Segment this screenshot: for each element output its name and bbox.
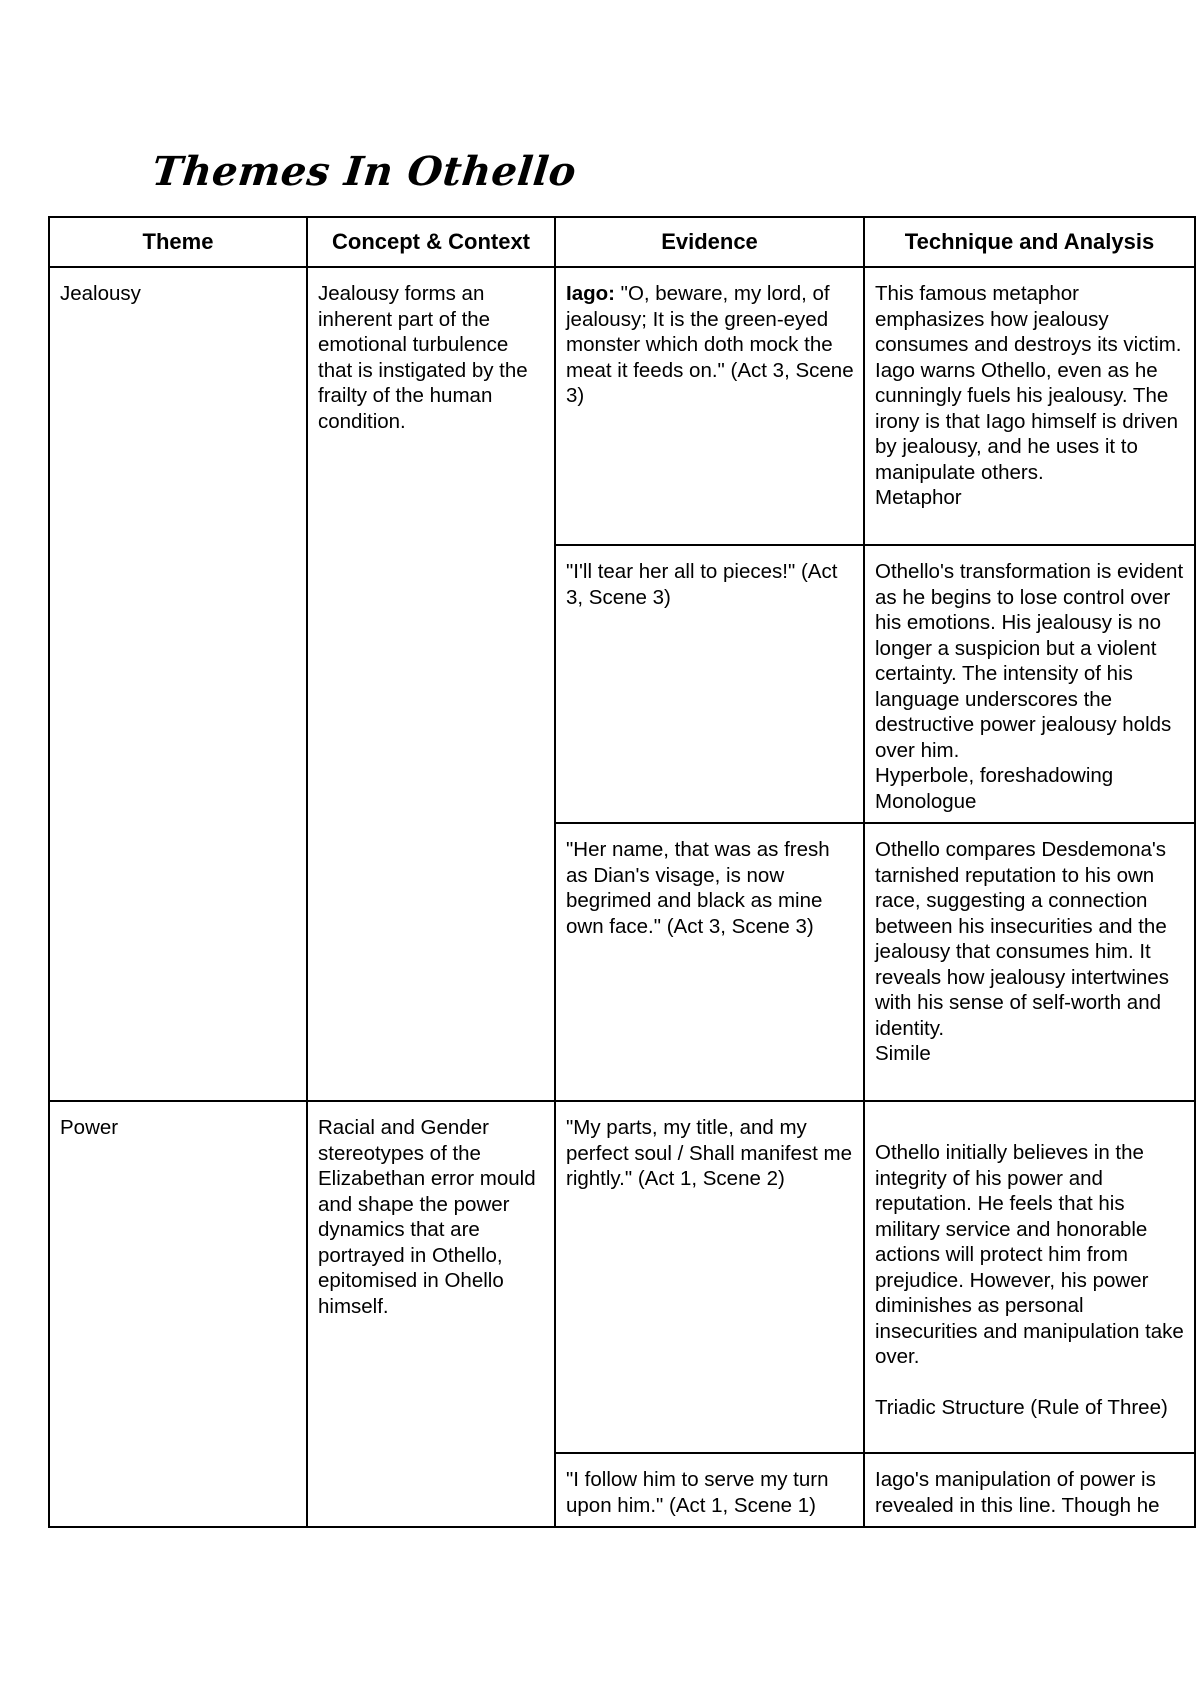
header-concept-context: Concept & Context (307, 217, 555, 267)
technique-label: Hyperbole, foreshadowing (875, 764, 1114, 787)
analysis-cell (864, 545, 1195, 823)
speaker-label: Iago: (566, 282, 615, 305)
spacer (875, 1370, 1186, 1395)
header-evidence: Evidence (555, 217, 864, 267)
evidence-cell: "I'll tear her all to pieces!" (Act 3, Scene 3) (555, 545, 864, 823)
theme-cell-power: Power (49, 1101, 307, 1527)
theme-cell-jealousy: Jealousy (49, 267, 307, 1101)
header-theme: Theme (49, 217, 307, 267)
analysis-cell (864, 267, 1195, 545)
technique-label: Simile (875, 1042, 931, 1065)
document-title: Themes In Othello (150, 148, 579, 195)
themes-table (48, 216, 1196, 1528)
evidence-quote: "O, beware, my lord, of jealousy; It is the green-eyed monster which doth mock the meat it feeds on." (Act 3, Scene 3) (566, 282, 854, 407)
table-row (49, 1101, 1195, 1453)
evidence-cell: "Her name, that was as fresh as Dian's visage, is now begrimed and black as mine own face." (Act 3, Scene 3) (555, 823, 864, 1101)
technique-label: Metaphor (875, 486, 962, 509)
analysis-cell (864, 1101, 1195, 1453)
header-technique-analysis: Technique and Analysis (864, 217, 1195, 267)
technique-label: Triadic Structure (Rule of Three) (875, 1395, 1168, 1419)
analysis-text: This famous metaphor emphasizes how jealousy consumes and destroys its victim. Iago warns Othello, even as he cunningly fuels his jealousy. The irony is that Iago himself is driven by jealousy, and he uses it to manipulate others. (875, 282, 1182, 484)
header-row (49, 217, 1195, 267)
analysis-text: Othello's transformation is evident as he begins to lose control over his emotions. His jealousy is no longer a suspicion but a violent certainty. The intensity of his language underscores the destructive power jealousy holds over him. (875, 560, 1184, 762)
evidence-cell: "I follow him to serve my turn upon him." (Act 1, Scene 1) (555, 1453, 864, 1527)
concept-cell-jealousy: Jealousy forms an inherent part of the emotional turbulence that is instigated by the frailty of the human condition. (307, 267, 555, 1101)
analysis-text: Othello initially believes in the integrity of his power and reputation. He feels that his military service and honorable actions will protect him from prejudice. However, his power diminishes as personal insecurities and manipulation take over. (875, 1141, 1184, 1368)
table-row (49, 267, 1195, 545)
concept-cell-power: Racial and Gender stereotypes of the Elizabethan error mould and shape the power dynamics that are portrayed in Othello, epitomised in Ohello himself. (307, 1101, 555, 1527)
analysis-cell (864, 823, 1195, 1101)
analysis-text: Othello compares Desdemona's tarnished reputation to his own race, suggesting a connection between his insecurities and the jealousy that consumes him. It reveals how jealousy intertwines with his sense of self-worth and identity. (875, 838, 1169, 1040)
evidence-cell (555, 267, 864, 545)
technique-label: Monologue (875, 789, 977, 813)
evidence-cell: "My parts, my title, and my perfect soul / Shall manifest me rightly." (Act 1, Scene 2) (555, 1101, 864, 1453)
analysis-cell: Iago's manipulation of power is revealed in this line. Though he (864, 1453, 1195, 1527)
